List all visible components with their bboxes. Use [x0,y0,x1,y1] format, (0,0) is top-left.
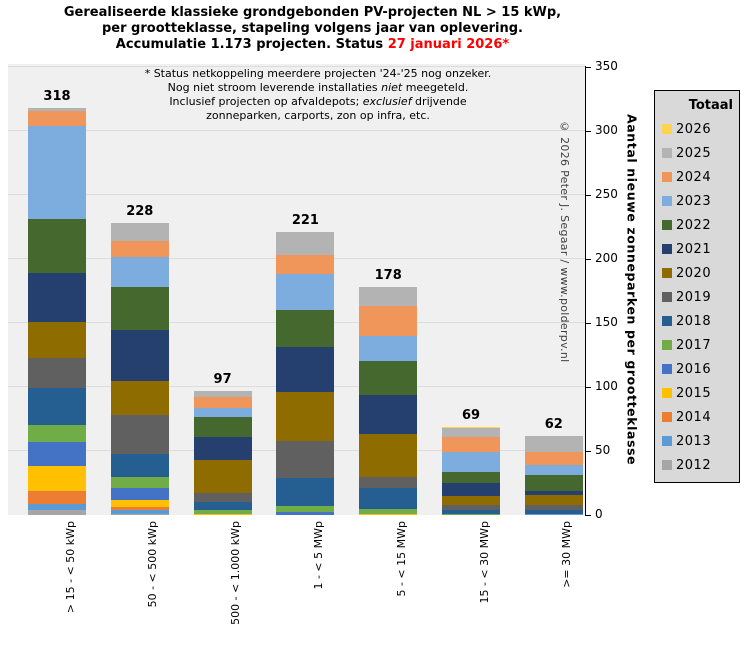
chart-title [0,5,625,53]
legend-swatch-2016 [662,364,672,374]
y-tick [585,515,591,516]
bar-total-label: 69 [461,407,481,423]
legend-swatch-2022 [662,220,672,230]
legend-swatch-2015 [662,388,672,398]
bar-segment-2018 [28,388,86,425]
bar-segment-2025 [442,428,500,437]
bar-segment-2018 [359,488,417,508]
bar-segment-2020 [28,322,86,358]
legend-swatch-2023 [662,196,672,206]
y-tick-label: 300 [595,123,618,137]
legend-item-2014 [655,405,739,429]
chart-title-line1: Gerealiseerde klassieke grondgebonden PV-projecten NL > 15 kWp, [63,5,562,20]
legend-swatch-2026 [662,124,672,134]
legend-label: 2018 [676,313,712,329]
legend-label: 2012 [676,457,712,473]
bar-segment-2019 [28,358,86,389]
legend-label: 2020 [676,265,712,281]
bar-segment-2015 [111,500,169,508]
legend-label: 2026 [676,121,712,137]
bar-segment-2024 [276,255,334,274]
bar-segment-2020 [276,392,334,441]
bar-segment-2021 [442,483,500,496]
y-tick [585,387,591,388]
bar-segment-2023 [525,465,583,475]
x-category-label: 50 - < 500 kWp [146,521,160,608]
footnote-line4: zonneparken, carports, zon op infra, etc. [206,109,430,122]
bar-segment-2024 [111,241,169,256]
legend-item-2024 [655,165,739,189]
legend-label: 2021 [676,241,712,257]
bar-segment-2021 [359,395,417,435]
bar-segment-2022 [111,287,169,329]
legend-swatch-2017 [662,340,672,350]
y-tick [585,451,591,452]
footnote-line1: * Status netkoppeling meerdere projecten '24-'25 nog onzeker. [144,67,492,80]
footnote-line3: Inclusief projecten op afvaldepots; exclusief drijvende [169,95,467,108]
y-tick-label: 250 [595,187,618,201]
legend-item-2021 [655,237,739,261]
x-category-label: 15 - < 30 MWp [477,521,491,604]
bar-total-label: 97 [213,371,232,387]
bar-segment-2023 [28,126,86,219]
stacked-bar [111,223,169,515]
bar-segment-2021 [28,273,86,322]
bar-segment-2020 [525,495,583,505]
bar-segment-2019 [194,493,252,502]
legend-item-2019 [655,285,739,309]
legend-swatch-2019 [662,292,672,302]
y-tick-label: 50 [595,443,611,457]
bar-segment-2025 [111,223,169,241]
legend-label: 2025 [676,145,712,161]
legend-item-2023 [655,189,739,213]
chart-title-line3 [0,37,625,53]
legend-item-2018 [655,309,739,333]
y-tick [585,195,591,196]
bar-segment-2020 [111,381,169,416]
chart-title-date: 27 januari 2026* [387,37,510,52]
bar-segment-2022 [194,417,252,437]
bar-segment-2022 [359,361,417,394]
bar-total-label: 228 [126,204,154,220]
bar-segment-2018 [194,502,252,510]
bar-segment-2024 [442,437,500,452]
x-category-label: > 15 - < 50 kWp [63,521,77,614]
bar-segment-2017 [28,425,86,442]
chart-title-status: Accumulatie 1.173 projecten. Status [115,37,388,52]
bar-segment-2022 [276,310,334,347]
bar-segment-2018 [276,478,334,506]
bar-segment-2017 [111,477,169,489]
legend-box [654,90,740,483]
y-tick [585,259,591,260]
x-category-label: >= 30 MWp [560,521,574,588]
bar-segment-2016 [28,442,86,466]
legend-label: 2019 [676,289,712,305]
bar-segment-2024 [28,111,86,126]
bar-segment-2023 [442,452,500,471]
bar-segment-2018 [111,454,169,477]
bar-total-label: 62 [544,416,563,432]
stacked-bar [28,108,86,515]
legend-label: 2022 [676,217,712,233]
legend-item-2016 [655,357,739,381]
stacked-bar [359,287,417,515]
y-tick-label: 100 [595,379,618,393]
legend-swatch-2012 [662,460,672,470]
legend-item-2020 [655,261,739,285]
bar-segment-2022 [525,475,583,490]
bar-segment-2023 [359,336,417,362]
x-category-label: 500 - < 1.000 kWp [229,521,243,625]
legend-swatch-2025 [662,148,672,158]
y-tick-label: 150 [595,315,618,329]
legend-label: 2016 [676,361,712,377]
bar-segment-2024 [359,306,417,335]
legend-swatch-2024 [662,172,672,182]
legend-label: 2023 [676,193,712,209]
bar-segment-2022 [28,219,86,273]
legend-title: Totaal [688,98,733,113]
bar-segment-2024 [525,452,583,465]
legend-item-2013 [655,429,739,453]
y-tick [585,323,591,324]
bar-segment-2025 [525,436,583,453]
y-tick [585,67,591,68]
bar-segment-2022 [442,472,500,484]
bar-segment-2021 [194,437,252,460]
bar-segment-2024 [194,397,252,407]
legend-swatch-2018 [662,316,672,326]
chart-title-line2: per grootteklasse, stapeling volgens jaar van oplevering. [102,21,523,36]
y-axis-line [585,66,586,516]
bar-segment-2021 [111,330,169,381]
bar-segment-2016 [276,512,334,515]
bar-segment-2025 [359,287,417,306]
bar-segment-2021 [276,347,334,392]
bar-segment-2020 [194,460,252,493]
copyright-watermark: © 2026 Peter J. Segaar / www.polderpv.nl [558,120,571,363]
stacked-bar [525,436,583,515]
bar-segment-2017 [442,514,500,515]
bar-segment-2015 [28,466,86,490]
legend-rows [655,117,739,477]
stacked-bar [276,232,334,515]
legend-item-2026 [655,117,739,141]
legend-item-2015 [655,381,739,405]
stacked-bar [194,391,252,515]
bar-segment-2015 [194,514,252,515]
legend-label: 2024 [676,169,712,185]
bar-segment-2023 [276,274,334,310]
y-tick-label: 200 [595,251,618,265]
legend-label: 2014 [676,409,712,425]
y-tick-label: 350 [595,59,618,73]
y-tick [585,131,591,132]
legend-swatch-2021 [662,244,672,254]
bar-segment-2012 [28,510,86,515]
bar-segment-2016 [111,488,169,500]
bar-segment-2020 [442,496,500,505]
bar-segment-2019 [276,441,334,478]
gridline-300 [8,130,585,131]
legend-item-2017 [655,333,739,357]
legend-label: 2017 [676,337,712,353]
bar-segment-2019 [111,415,169,453]
bar-segment-2013 [525,514,583,515]
bar-segment-2012 [111,514,169,515]
gridline-250 [8,194,585,195]
legend-item-2025 [655,141,739,165]
footnote-annotation [58,67,578,123]
x-category-label: 5 - < 15 MWp [394,521,408,597]
y-axis-title: Aantal nieuwe zonneparken per grootteklasse [624,113,640,466]
footnote-line2: Nog niet stroom leverende installaties niet meegeteld. [167,81,469,94]
legend-item-2012 [655,453,739,477]
bar-segment-2020 [359,434,417,476]
bar-segment-2014 [28,491,86,504]
bar-total-label: 318 [43,88,71,104]
bar-total-label: 221 [291,213,319,229]
bar-segment-2023 [111,257,169,288]
bar-segment-2023 [194,408,252,417]
bar-segment-2025 [276,232,334,255]
legend-label: 2013 [676,433,712,449]
bar-segment-2015 [359,514,417,515]
x-category-label: 1 - < 5 MWp [311,521,325,590]
legend-swatch-2013 [662,436,672,446]
stacked-bar [442,427,500,515]
y-tick-label: 0 [595,507,603,521]
legend-swatch-2020 [662,268,672,278]
legend-label: 2015 [676,385,712,401]
legend-item-2022 [655,213,739,237]
plot-area [8,64,585,515]
bar-segment-2019 [359,477,417,489]
bar-total-label: 178 [374,268,402,284]
legend-swatch-2014 [662,412,672,422]
